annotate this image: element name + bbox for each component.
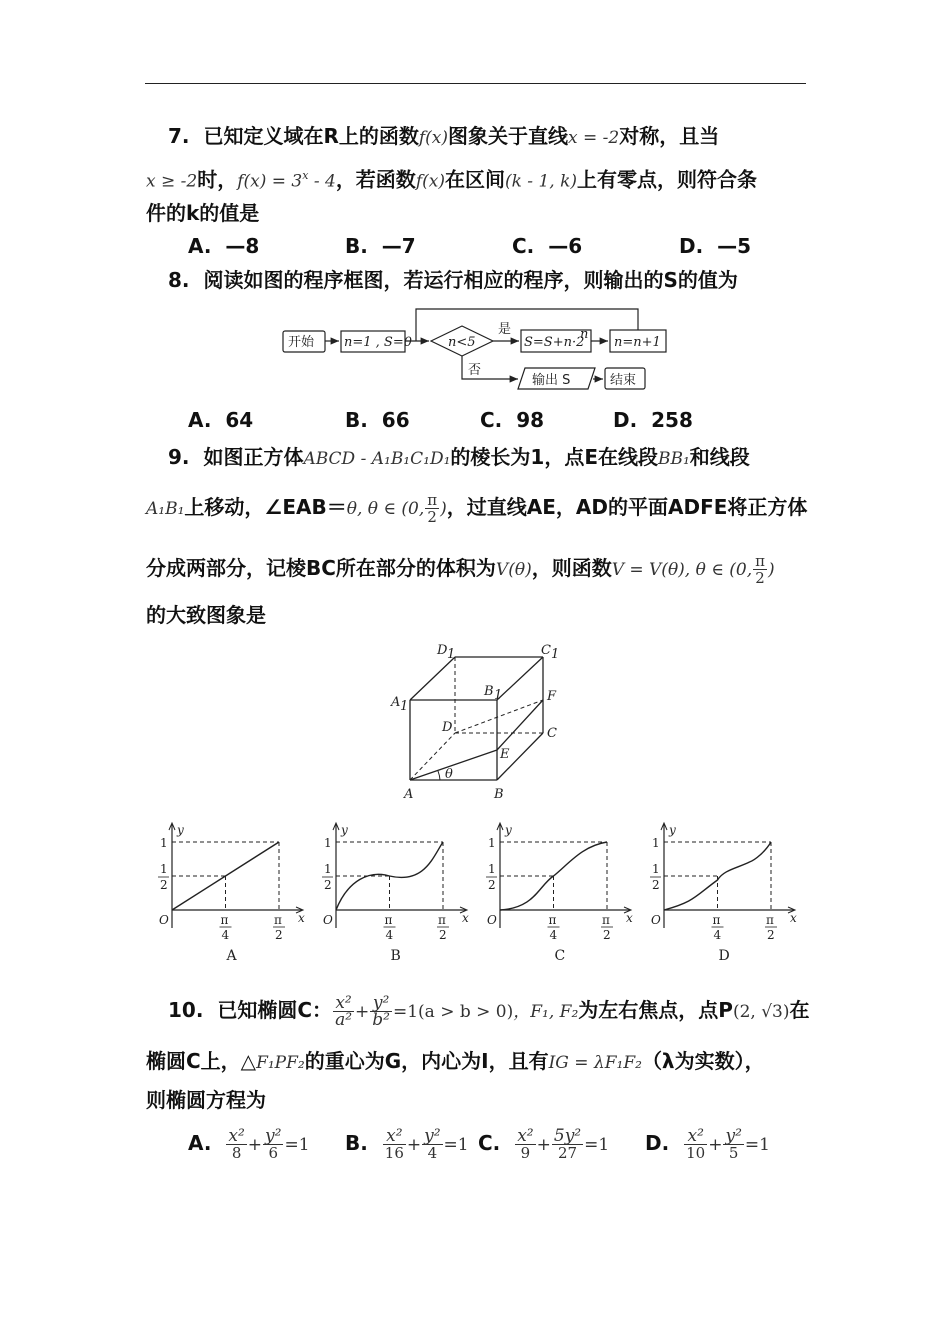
label-sub: 1 — [447, 647, 456, 662]
q10-text: 已知椭圆C： — [217, 998, 333, 1022]
graph-tick-pi4-num: π — [220, 913, 229, 927]
opt-eq: =1 — [744, 1135, 770, 1155]
graph-tick-pi2-den: 2 — [439, 928, 447, 942]
flowchart-start-text: 开始 — [288, 335, 315, 350]
frac-den: 10 — [686, 1144, 706, 1162]
option-label: B. — [345, 234, 368, 258]
frac-den: 5 — [728, 1144, 739, 1162]
frac-num: 5y² — [553, 1126, 582, 1146]
q10-foci: ，F₁, F₂ — [513, 1002, 579, 1022]
frac-den: a² — [335, 1010, 353, 1030]
opt-frac-y — [552, 1128, 583, 1161]
flowchart-update-text: S=S+n·2 — [524, 335, 585, 350]
opt-frac-x — [684, 1128, 707, 1161]
flowchart-update-sup: n — [580, 327, 589, 342]
graph-tick-pi4-num: π — [384, 913, 393, 927]
frac-num: x² — [684, 1128, 707, 1145]
graph-origin: O — [159, 913, 169, 927]
graph-tick-one: 1 — [488, 836, 496, 850]
q10-number: 10. — [168, 998, 204, 1022]
q10-option-d[interactable]: D. $\frac{\text{x²}}{10}$ + $\frac{\text{y²}}{5}$ =1 — [645, 1126, 770, 1162]
frac-den: 16 — [384, 1144, 404, 1162]
graph-tick-pi4-num: π — [712, 913, 721, 927]
option-value: —5 — [717, 234, 752, 258]
graph-x-label: x — [298, 911, 305, 925]
label-D1: D — [437, 643, 448, 658]
q7-exponent: x — [302, 169, 309, 182]
flowchart-cond-text: n<5 — [448, 335, 476, 350]
q10-frac-y — [370, 995, 392, 1028]
q9-V: V(θ) — [495, 560, 532, 580]
q9-text: 如图正方体 — [203, 445, 304, 469]
graph-tick-one: 1 — [652, 836, 660, 850]
frac-num: y² — [370, 995, 392, 1012]
label-B1: B — [484, 684, 494, 699]
q7-text: 在区间 — [444, 167, 505, 192]
opt-eq: =1 — [443, 1135, 469, 1155]
graph-origin: O — [323, 913, 333, 927]
q8-text: 阅读如图的程序框图，若运行相应的程序，则输出的S的值为 — [203, 268, 738, 292]
q7-fdef2: - 4 — [308, 171, 336, 192]
q7-interval: (k - 1, k) — [504, 171, 578, 192]
graph-tick-pi2-den: 2 — [275, 928, 283, 942]
frac-num: π — [755, 552, 765, 570]
frac-num: x² — [228, 1126, 245, 1146]
label-C: C — [547, 726, 557, 741]
graph-x-label: x — [626, 911, 633, 925]
frac-num: x² — [517, 1126, 534, 1146]
q7-fx2: f(x) — [415, 171, 445, 192]
option-label: A. — [188, 1131, 212, 1155]
q9-close: ) — [440, 499, 447, 519]
q9-seg2: A₁B₁ — [146, 499, 185, 519]
graph-option-label: A — [226, 948, 237, 964]
option-label: C. — [480, 408, 503, 432]
opt-frac-x — [383, 1128, 406, 1161]
label-sub: 1 — [400, 699, 409, 714]
graph-tick-half-num: 1 — [488, 862, 496, 876]
option-label: D. — [679, 234, 704, 258]
q7-line3: 件的k的值是 — [146, 201, 260, 225]
frac-den: 8 — [231, 1144, 242, 1162]
label-A: A — [404, 787, 414, 802]
graph-tick-half-num: 1 — [324, 862, 332, 876]
q9-number: 9. — [168, 445, 190, 469]
q8-number: 8. — [168, 268, 190, 292]
q7-text: 图象关于直线 — [448, 124, 569, 148]
opt-frac-x — [226, 1128, 246, 1161]
q7-text: 对称，且当 — [619, 124, 720, 148]
graph-tick-one: 1 — [324, 836, 332, 850]
graph-origin: O — [487, 913, 497, 927]
graph-tick-pi4-den: 4 — [385, 928, 394, 942]
flowchart-yes-text: 是 — [498, 322, 512, 337]
q9-text: ，则函数 — [531, 556, 612, 580]
graph-y-label: y — [341, 823, 348, 837]
graph-tick-pi4-num: π — [548, 913, 557, 927]
q10-line1 — [168, 995, 809, 1028]
q7-fx: f(x) — [418, 128, 449, 148]
q10-text: 在 — [789, 998, 810, 1022]
q10-option-c[interactable]: C. $\frac{\text{x²}}{9}$ + $\frac{\text{5y²}}{27}$ =1 — [478, 1126, 610, 1162]
frac-den: 6 — [268, 1144, 279, 1162]
graph-option-label: B — [390, 948, 401, 964]
label-B: B — [494, 787, 504, 802]
option-label: A. — [188, 408, 212, 432]
graph-tick-one: 1 — [160, 836, 168, 850]
q7-text: 已知定义域在R上的函数 — [203, 124, 419, 148]
option-value: 258 — [651, 408, 693, 432]
option-label: C. — [512, 234, 535, 258]
opt-eq: =1 — [284, 1135, 310, 1155]
label-sub: 1 — [494, 688, 503, 703]
q9-cube: ABCD - A₁B₁C₁D₁ — [303, 449, 451, 469]
label-D: D — [442, 720, 453, 735]
flowchart-init-text: n=1 , S=0 — [344, 335, 413, 350]
option-value: —6 — [548, 234, 583, 258]
q10-cond: =1(a > b > 0) — [392, 1002, 514, 1022]
frac-num: y² — [725, 1126, 742, 1146]
graph-option-label: C — [554, 948, 566, 964]
frac-num: x² — [333, 995, 354, 1012]
q10-text: 椭圆C上，△ — [146, 1049, 257, 1073]
q7-number: 7. — [168, 124, 190, 148]
frac-num: x² — [383, 1128, 406, 1145]
q7-text: ，若函数 — [335, 167, 416, 192]
graph-tick-half-num: 1 — [160, 862, 168, 876]
graph-origin: O — [651, 913, 661, 927]
option-label: B. — [345, 408, 368, 432]
q7-axis-eq: x = -2 — [568, 128, 620, 148]
q10-frac-x — [333, 995, 354, 1028]
frac-den: 4 — [427, 1144, 438, 1162]
graph-option-label: D — [718, 948, 730, 964]
graph-y-label: y — [505, 823, 512, 837]
q9-func: V = V(θ), θ ∈ (0, — [611, 560, 753, 580]
graph-tick-pi2-den: 2 — [767, 928, 775, 942]
flowchart-end-text: 结束 — [610, 373, 637, 388]
label-F: F — [547, 689, 557, 704]
label-C1: C — [541, 643, 551, 658]
graph-tick-half-num: 1 — [652, 862, 660, 876]
graph-tick-pi4-den: 4 — [549, 928, 558, 942]
q7-fdef: f(x) = 3 — [237, 171, 303, 192]
frac-den: 2 — [427, 508, 437, 526]
option-value: —7 — [381, 234, 416, 258]
graph-tick-pi2-num: π — [438, 913, 446, 927]
q10-tri: F₁PF₂ — [256, 1053, 305, 1073]
graph-y-label: y — [177, 823, 184, 837]
graph-tick-half-den: 2 — [324, 878, 332, 892]
option-value: 64 — [225, 408, 254, 432]
flowchart-no-text: 否 — [468, 363, 482, 378]
q10-text: （λ为实数）， — [641, 1049, 765, 1073]
q10-text: 为左右焦点，点P — [578, 998, 733, 1022]
opt-eq: =1 — [584, 1135, 610, 1155]
frac-num: π — [427, 491, 438, 509]
frac-den: 9 — [520, 1144, 531, 1162]
q9-text: 上移动，∠EAB＝ — [184, 495, 347, 519]
option-label: C. — [478, 1131, 501, 1155]
frac-num: y² — [265, 1126, 282, 1146]
q10-text: 的重心为G，内心为I，且有 — [304, 1049, 549, 1073]
graph-x-label: x — [790, 911, 797, 925]
frac-den: 27 — [557, 1144, 578, 1162]
opt-frac-y — [422, 1128, 442, 1161]
option-label: B. — [345, 1131, 368, 1155]
q9-line4: 的大致图象是 — [146, 603, 266, 627]
label-A1: A — [391, 695, 401, 710]
graph-tick-pi2-den: 2 — [603, 928, 611, 942]
opt-frac-y — [263, 1128, 283, 1161]
q10-option-a[interactable]: A. $\frac{\text{x²}}{8}$ + $\frac{\text{y²}}{6}$ =1 — [188, 1126, 310, 1162]
frac-den: b² — [372, 1010, 390, 1030]
opt-frac-x — [515, 1128, 535, 1161]
option-value: 98 — [516, 408, 545, 432]
q9-close2: ) — [767, 560, 775, 580]
label-theta: θ — [445, 767, 453, 782]
flowchart-increment-text: n=n+1 — [614, 335, 661, 350]
option-label: A. — [188, 234, 212, 258]
frac-den: 2 — [755, 569, 765, 587]
graph-tick-pi2-num: π — [274, 913, 282, 927]
q10-line2 — [146, 1047, 765, 1077]
graph-tick-pi2-num: π — [766, 913, 774, 927]
graph-tick-half-den: 2 — [160, 878, 168, 892]
option-value: —8 — [225, 234, 260, 258]
opt-frac-y — [723, 1128, 743, 1161]
graph-tick-half-den: 2 — [488, 878, 496, 892]
q10-vec: IG = λF₁F₂ — [548, 1053, 642, 1073]
frac-num: y² — [424, 1126, 441, 1146]
q9-theta: θ, θ ∈ (0, — [346, 499, 425, 519]
graph-tick-pi4-den: 4 — [221, 928, 230, 942]
q9-text: 和线段 — [689, 445, 750, 469]
graph-tick-pi4-den: 4 — [713, 928, 722, 942]
q7-condition: x ≥ -2 — [146, 171, 198, 192]
q7-text: 时， — [197, 167, 238, 192]
label-sub: 1 — [551, 647, 560, 662]
q9-text: ，过直线AE，AD的平面ADFE将正方体 — [446, 495, 808, 519]
graph-tick-half-den: 2 — [652, 878, 660, 892]
q7-text: 上有零点，则符合条 — [577, 167, 758, 192]
q9-text: 分成两部分，记棱BC所在部分的体积为 — [146, 556, 496, 580]
flowchart-output-text: 输出 S — [532, 373, 571, 388]
option-value: 66 — [381, 408, 410, 432]
graph-y-label: y — [669, 823, 676, 837]
option-label: D. — [645, 1131, 670, 1155]
q9-seg: BB₁ — [657, 449, 690, 469]
q10-P: (2, √3) — [732, 1002, 790, 1022]
q9-text: 的棱长为1，点E在线段 — [450, 445, 658, 469]
option-label: D. — [613, 408, 638, 432]
q10-option-b[interactable]: B. $\frac{\text{x²}}{16}$ + $\frac{\text{y²}}{4}$ =1 — [345, 1126, 469, 1162]
q10-plus: + — [355, 1002, 370, 1022]
label-E: E — [500, 747, 510, 762]
graph-x-label: x — [462, 911, 469, 925]
q10-line3: 则椭圆方程为 — [146, 1088, 266, 1112]
graph-tick-pi2-num: π — [602, 913, 610, 927]
